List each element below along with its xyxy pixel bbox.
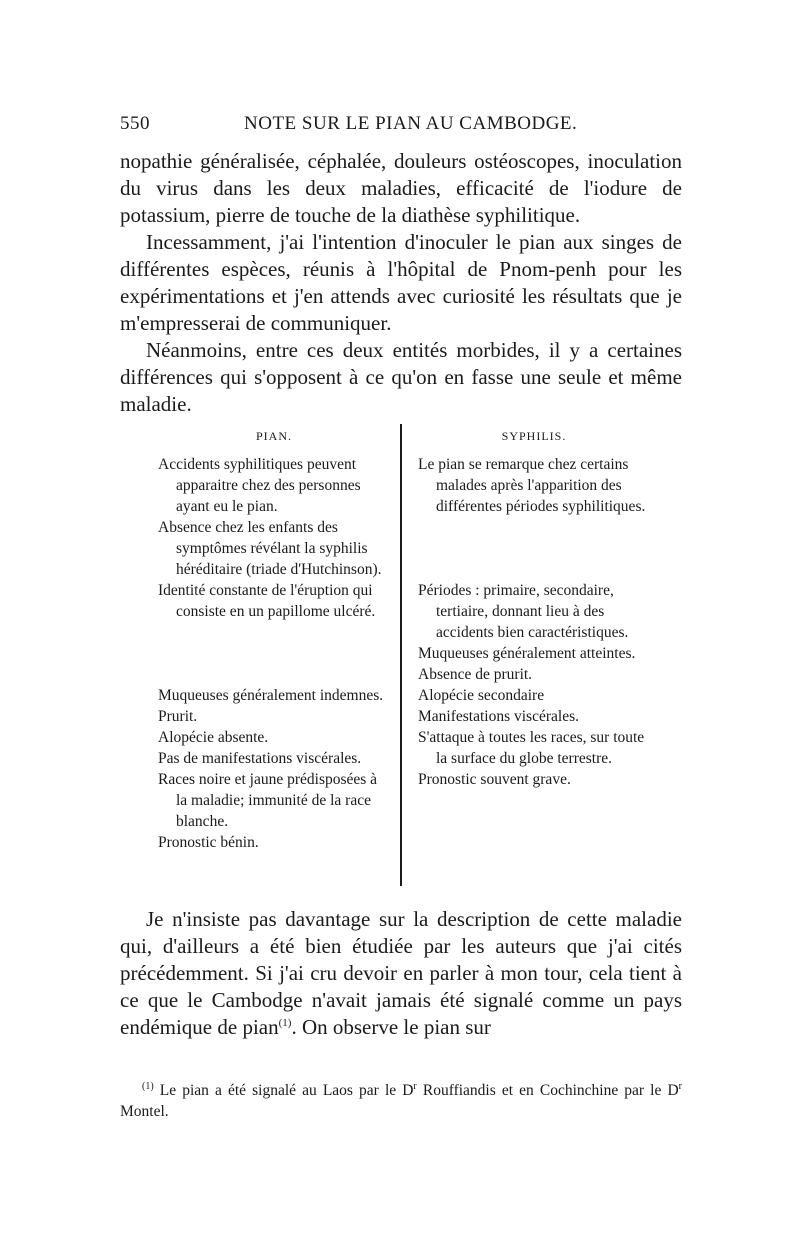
paragraph-inoculation: Incessamment, j'ai l'intention d'inoculer le pian aux singes de différentes espèces, réunis à l'hôpital de Pnom-penh pour les expérimentations et j'en attends avec curiosité les résultats que je m'empresserai de communiquer. xyxy=(120,230,682,335)
closing-paragraph xyxy=(120,906,682,1041)
pian-entry: Races noire et jaune prédisposées à la maladie; immunité de la race blanche. xyxy=(158,771,378,830)
closing-paragraph-continuation: . On observe le pian sur xyxy=(291,1015,491,1039)
footnote-mark: (1) xyxy=(142,1080,154,1092)
syphilis-entry: Le pian se remarque chez certains malades après l'apparition des différentes périodes syphilitiques. xyxy=(418,456,646,515)
syphilis-entry: Manifestations viscérales. xyxy=(418,708,579,725)
footnote-superscript: r xyxy=(413,1080,417,1092)
footnote-text-part: Rouffiandis et en Cochinchine par le D xyxy=(416,1082,679,1099)
syphilis-column xyxy=(418,420,650,790)
footnote-text-part: Montel. xyxy=(120,1103,169,1120)
pian-entry: Accidents syphilitiques peuvent apparaitre chez des personnes ayant eu le pian. xyxy=(158,456,361,515)
running-title: NOTE SUR LE PIAN AU CAMBODGE. xyxy=(244,113,578,134)
syphilis-entry: Pronostic souvent grave. xyxy=(418,771,571,788)
column-divider xyxy=(400,424,402,886)
footnote-text xyxy=(120,1080,682,1122)
pian-entry: Pas de manifestations viscérales. xyxy=(158,750,362,767)
closing-paragraph-text: Je n'insiste pas davantage sur la description de cette maladie qui, d'ailleurs a été bien étudiée par les auteurs que j'ai cités précédemment. Si j'ai cru devoir en parler à mon tour, cela tient à ce que le Cambodge n'avait jamais été signalé comme un pays endémique de pian xyxy=(120,907,682,1039)
pian-entry: Alopécie absente. xyxy=(158,729,269,746)
pian-entry: Absence chez les enfants des symptômes révélant la syphilis héréditaire (triade d'Hutchinson). xyxy=(158,519,382,578)
paragraph-differences: Néanmoins, entre ces deux entités morbides, il y a certaines différences qui s'opposent à ce qu'on en fasse une seule et même maladie. xyxy=(120,338,682,416)
syphilis-entry: S'attaque à toutes les races, sur toute la surface du globe terrestre. xyxy=(418,729,645,767)
pian-column xyxy=(158,420,390,853)
syphilis-heading: SYPHILIS. xyxy=(501,429,567,443)
comparison-table xyxy=(158,420,650,886)
footnote xyxy=(120,1080,682,1122)
footnote-superscript: r xyxy=(678,1080,682,1092)
page-number: 550 xyxy=(120,113,150,134)
paragraph-continuation: nopathie généralisée, céphalée, douleurs ostéoscopes, inoculation du virus dans les deux maladies, efficacité de l'iodure de potassium, pierre de touche de la diathèse syphilitique. xyxy=(120,149,682,227)
pian-entry: Muqueuses généralement indemnes. xyxy=(158,687,384,704)
pian-entry: Pronostic bénin. xyxy=(158,834,259,851)
closing-text xyxy=(120,906,682,1041)
body-text xyxy=(120,148,682,418)
pian-heading: PIAN. xyxy=(255,429,292,443)
syphilis-entry: Alopécie secondaire xyxy=(418,687,545,704)
footnote-text-part: Le pian a été signalé au Laos par le D xyxy=(159,1082,414,1099)
syphilis-entry: Périodes : primaire, secondaire, tertiaire, donnant lieu à des accidents bien caractéristiques. xyxy=(418,582,629,641)
syphilis-entry: Muqueuses généralement atteintes. xyxy=(418,645,636,662)
footnote-reference: (1) xyxy=(278,1017,292,1029)
pian-entry: Identité constante de l'éruption qui consiste en un papillome ulcéré. xyxy=(158,582,376,620)
syphilis-entry: Absence de prurit. xyxy=(418,666,533,683)
pian-entry: Prurit. xyxy=(158,708,198,725)
